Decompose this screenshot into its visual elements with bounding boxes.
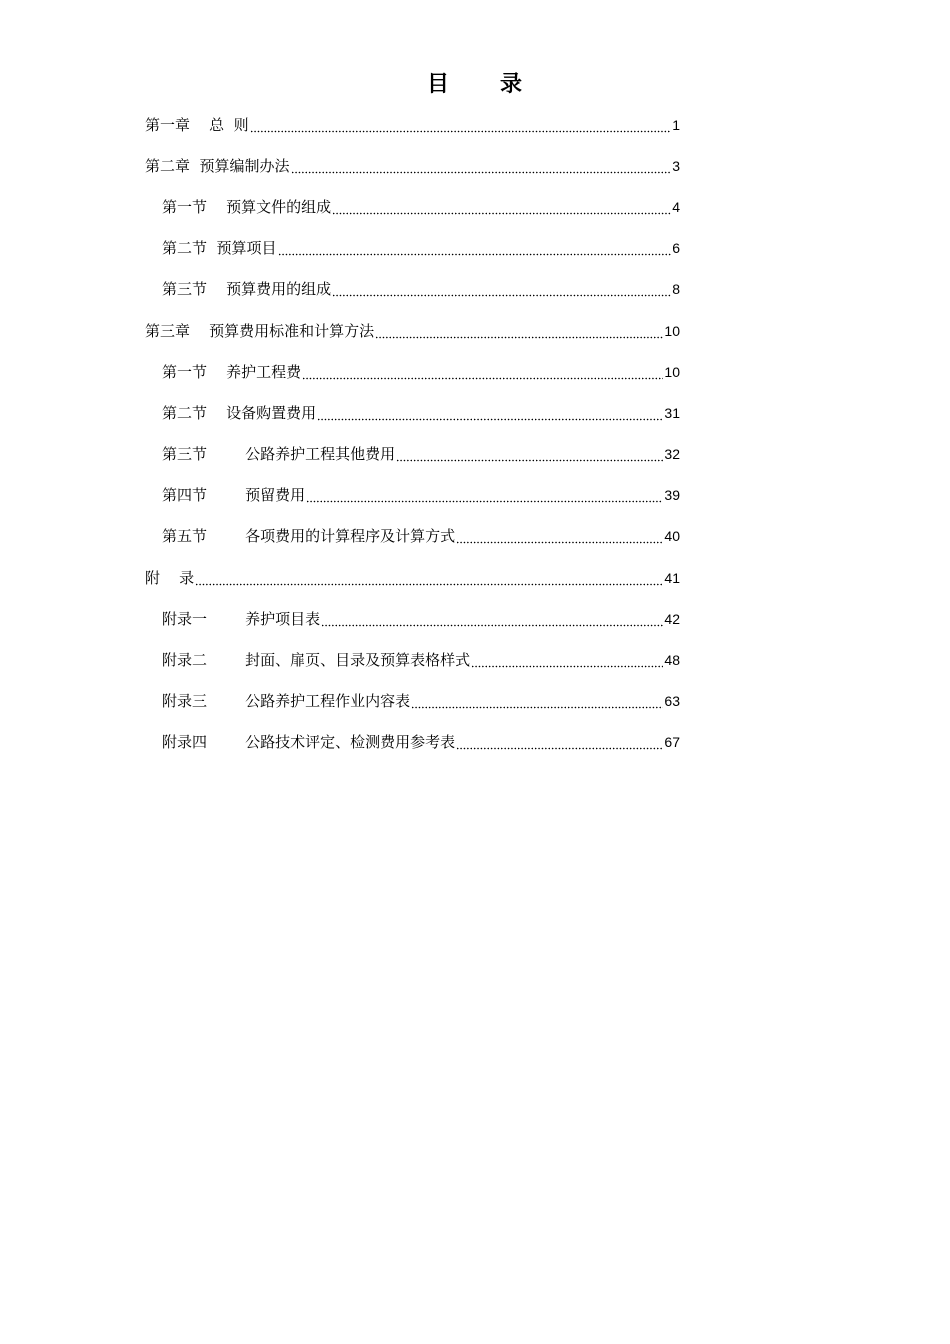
dot-leader [332, 279, 671, 299]
toc-entry-label: 附 录 [145, 568, 195, 587]
toc-entry[interactable] [145, 722, 680, 763]
toc-entry-page: 40 [664, 528, 680, 545]
title-char-left: 目 [426, 72, 450, 97]
toc-entry-page: 10 [664, 363, 680, 380]
toc-entry[interactable] [145, 598, 680, 639]
dot-leader [411, 691, 663, 711]
toc-entry-label: 附录四 公路技术评定、检测费用参考表 [162, 733, 456, 752]
dot-leader [302, 362, 663, 382]
toc-entry[interactable] [145, 681, 680, 722]
toc-entry[interactable] [145, 228, 680, 269]
dot-leader [375, 321, 663, 341]
toc-entry-label: 第二节 设备购置费用 [162, 403, 317, 422]
dot-leader [317, 403, 663, 423]
dot-leader [321, 609, 663, 629]
dot-leader [195, 568, 663, 588]
dot-leader [306, 485, 663, 505]
toc-entry-page: 42 [664, 610, 680, 627]
toc-entry[interactable] [145, 434, 680, 475]
toc-entry-label: 第三节 预算费用的组成 [162, 280, 332, 299]
dot-leader [471, 650, 663, 670]
toc-entry-label: 附录二 封面、扉页、目录及预算表格样式 [162, 651, 471, 670]
toc-entry-label: 第一节 养护工程费 [162, 362, 302, 381]
toc-entry-page: 31 [664, 404, 680, 421]
toc-entry[interactable] [145, 145, 680, 186]
toc-entry-page: 1 [672, 116, 680, 133]
dot-leader [278, 238, 672, 258]
toc-entry-page: 3 [672, 157, 680, 174]
toc-entry-page: 10 [664, 322, 680, 339]
dot-leader [456, 732, 663, 752]
dot-leader [332, 197, 671, 217]
title-char-right: 录 [500, 72, 524, 97]
toc-entry[interactable] [145, 186, 680, 227]
dot-leader [291, 156, 672, 176]
toc-entry[interactable] [145, 639, 680, 680]
toc-entry[interactable] [145, 269, 680, 310]
toc-entry-page: 67 [664, 734, 680, 751]
toc-entry-label: 第五节 各项费用的计算程序及计算方式 [162, 527, 456, 546]
table-of-contents [145, 104, 680, 763]
toc-entry-label: 附录三 公路养护工程作业内容表 [162, 692, 411, 711]
toc-entry[interactable] [145, 104, 680, 145]
toc-entry-label: 第二章 预算编制办法 [145, 156, 290, 175]
dot-leader [396, 444, 663, 464]
toc-entry[interactable] [145, 310, 680, 351]
dot-leader [250, 115, 672, 135]
toc-entry-page: 4 [672, 198, 680, 215]
dot-leader [456, 526, 663, 546]
toc-entry-label: 第二节 预算项目 [162, 239, 277, 258]
toc-entry-label: 第一章 总 则 [145, 115, 249, 134]
toc-entry[interactable] [145, 557, 680, 598]
toc-entry[interactable] [145, 475, 680, 516]
toc-entry-page: 8 [672, 281, 680, 298]
page-title [0, 70, 950, 100]
toc-entry-page: 6 [672, 240, 680, 257]
toc-entry-page: 63 [664, 693, 680, 710]
toc-entry[interactable] [145, 392, 680, 433]
toc-entry-label: 第三节 公路养护工程其他费用 [162, 445, 396, 464]
toc-entry-label: 第一节 预算文件的组成 [162, 197, 332, 216]
toc-entry-page: 41 [664, 569, 680, 586]
toc-entry-label: 第三章 预算费用标准和计算方法 [145, 321, 375, 340]
toc-entry-page: 39 [664, 487, 680, 504]
toc-entry-label: 第四节 预留费用 [162, 486, 306, 505]
toc-entry-page: 48 [664, 652, 680, 669]
toc-entry[interactable] [145, 516, 680, 557]
toc-entry-label: 附录一 养护项目表 [162, 609, 321, 628]
toc-entry[interactable] [145, 351, 680, 392]
toc-entry-page: 32 [664, 446, 680, 463]
